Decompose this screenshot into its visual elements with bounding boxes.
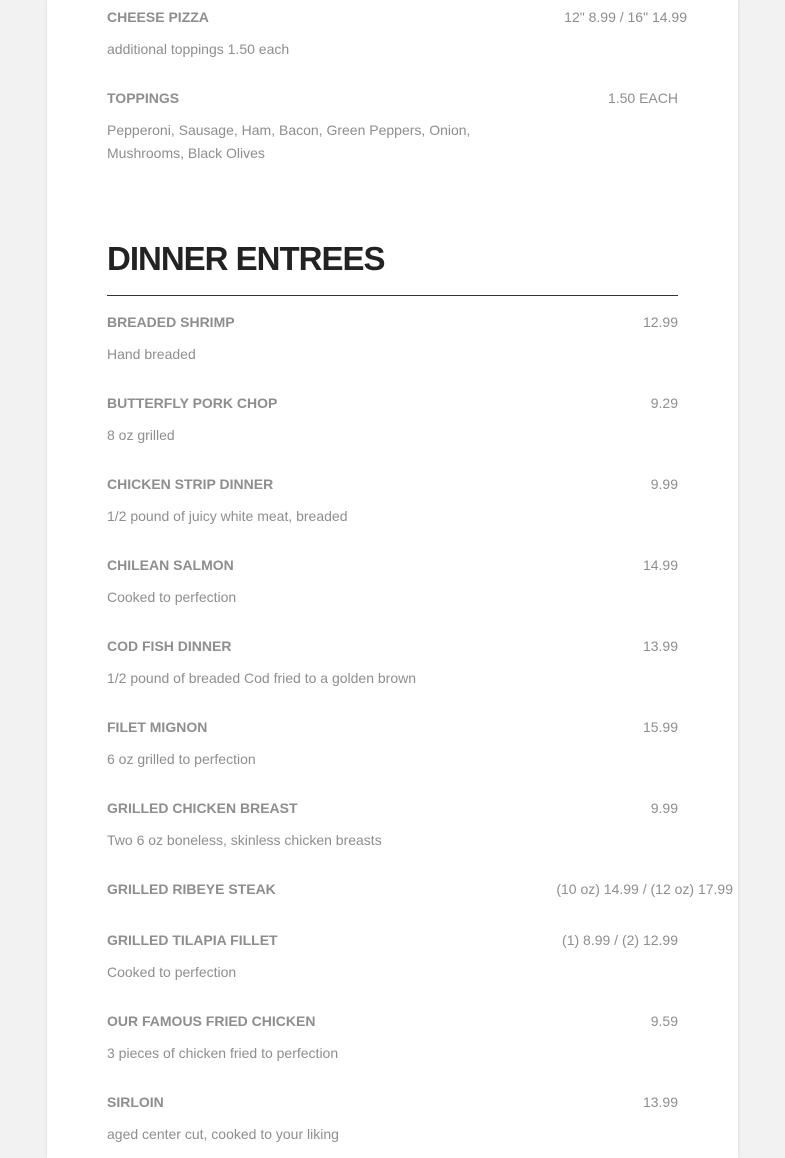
item-name: SIRLOIN — [107, 1094, 164, 1110]
item-price: 14.99 — [642, 557, 678, 573]
item-description: 3 pieces of chicken fried to perfection — [107, 1045, 339, 1061]
menu-page — [47, 0, 738, 1158]
item-description: aged center cut, cooked to your liking — [107, 1126, 339, 1142]
item-name: GRILLED CHICKEN BREAST — [107, 800, 298, 816]
item-price: 9.99 — [650, 476, 678, 492]
item-name: TOPPINGS — [107, 90, 180, 106]
item-name: FILET MIGNON — [107, 719, 208, 735]
item-description: Pepperoni, Sausage, Ham, Bacon, Green Peppers, Onion, Mushrooms, Black Olives — [107, 122, 471, 161]
item-price: 12.99 — [642, 314, 678, 330]
item-price: 15.99 — [642, 719, 678, 735]
item-description: Hand breaded — [107, 346, 196, 362]
item-name: BUTTERFLY PORK CHOP — [107, 395, 278, 411]
item-description: additional toppings 1.50 each — [107, 41, 290, 57]
item-name: CHILEAN SALMON — [107, 557, 234, 573]
item-description: Two 6 oz boneless, skinless chicken breasts — [107, 832, 382, 848]
item-price: 9.59 — [650, 1013, 678, 1029]
item-description: 1/2 pound of breaded Cod fried to a golden brown — [107, 670, 417, 686]
item-name: GRILLED TILAPIA FILLET — [107, 932, 278, 948]
item-price: 13.99 — [642, 1094, 678, 1110]
item-price: 9.29 — [650, 395, 678, 411]
item-description: 1/2 pound of juicy white meat, breaded — [107, 508, 348, 524]
section-divider — [107, 295, 678, 296]
item-price: 13.99 — [642, 638, 678, 654]
section-title: DINNER ENTREES — [107, 240, 385, 277]
item-name: COD FISH DINNER — [107, 638, 232, 654]
item-price: 9.99 — [650, 800, 678, 816]
item-name: CHEESE PIZZA — [107, 9, 209, 25]
item-description: 6 oz grilled to perfection — [107, 751, 256, 767]
item-name: GRILLED RIBEYE STEAK — [107, 881, 276, 897]
item-name: BREADED SHRIMP — [107, 314, 235, 330]
item-name: OUR FAMOUS FRIED CHICKEN — [107, 1013, 316, 1029]
item-price: 1.50 EACH — [607, 90, 678, 106]
item-price: (10 oz) 14.99 / (12 oz) 17.99 — [556, 881, 733, 897]
item-price: (1) 8.99 / (2) 12.99 — [562, 932, 678, 948]
item-name: CHICKEN STRIP DINNER — [107, 476, 274, 492]
item-description: Cooked to perfection — [107, 589, 237, 605]
item-price: 12" 8.99 / 16" 14.99 — [564, 9, 687, 25]
item-description: Cooked to perfection — [107, 964, 237, 980]
item-description: 8 oz grilled — [107, 427, 175, 443]
